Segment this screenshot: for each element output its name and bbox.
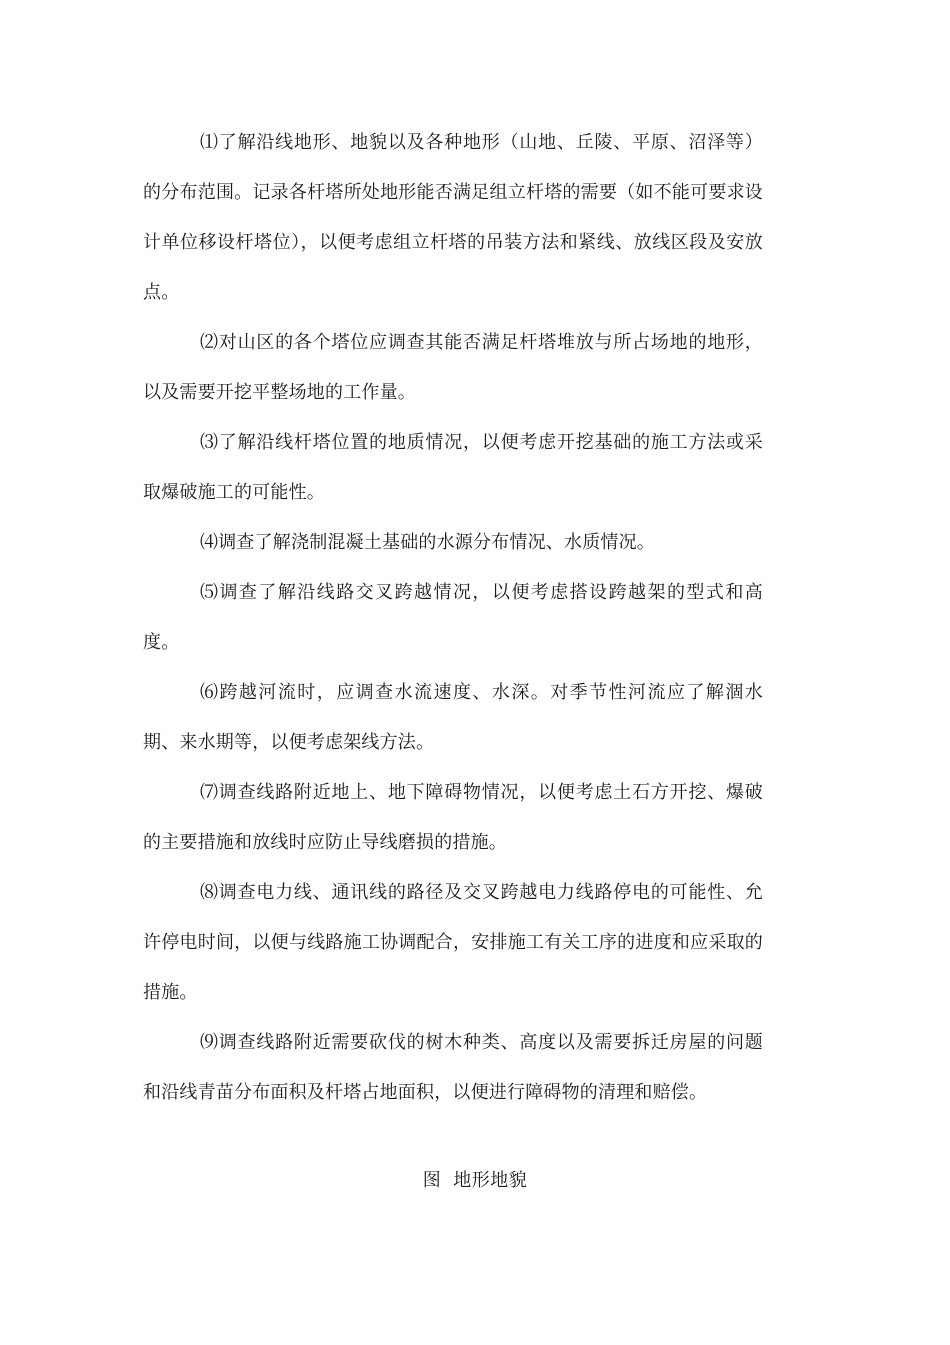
figure-caption [0,1163,950,1199]
paragraph-4: ⑷调查了解浇制混凝土基础的水源分布情况、水质情况。 [200,532,655,553]
paragraph-8: ⑻调查电力线、通讯线的路径及交叉跨越电力线路停电的可能性、允许停电时间，以便与线路施工协调配合，安排施工有关工序的进度和应采取的措施。 [143,882,763,1003]
figure-title: 地形地貌 [453,1170,528,1191]
body-text [143,118,763,1118]
paragraph-1: ⑴了解沿线地形、地貌以及各种地形（山地、丘陵、平原、沼泽等）的分布范围。记录各杆塔所处地形能否满足组立杆塔的需要（如不能可要求设计单位移设杆塔位），以便考虑组立杆塔的吊装方法和紧线、放线区段及安放点。 [143,132,763,303]
paragraph-7: ⑺调查线路附近地上、地下障碍物情况，以便考虑土石方开挖、爆破的主要措施和放线时应防止导线磨损的措施。 [143,782,763,853]
paragraph-5: ⑸调查了解沿线路交叉跨越情况，以便考虑搭设跨越架的型式和高度。 [143,582,763,653]
paragraph-3: ⑶了解沿线杆塔位置的地质情况，以便考虑开挖基础的施工方法或采取爆破施工的可能性。 [143,432,763,503]
figure-label: 图 [422,1170,442,1191]
paragraph-9: ⑼调查线路附近需要砍伐的树木种类、高度以及需要拆迁房屋的问题和沿线青苗分布面积及杆塔占地面积，以便进行障碍物的清理和赔偿。 [143,1032,763,1103]
paragraph-2: ⑵对山区的各个塔位应调查其能否满足杆塔堆放与所占场地的地形，以及需要开挖平整场地的工作量。 [143,332,763,403]
paragraph-6: ⑹跨越河流时，应调查水流速度、水深。对季节性河流应了解涸水期、来水期等，以便考虑架线方法。 [143,682,763,753]
